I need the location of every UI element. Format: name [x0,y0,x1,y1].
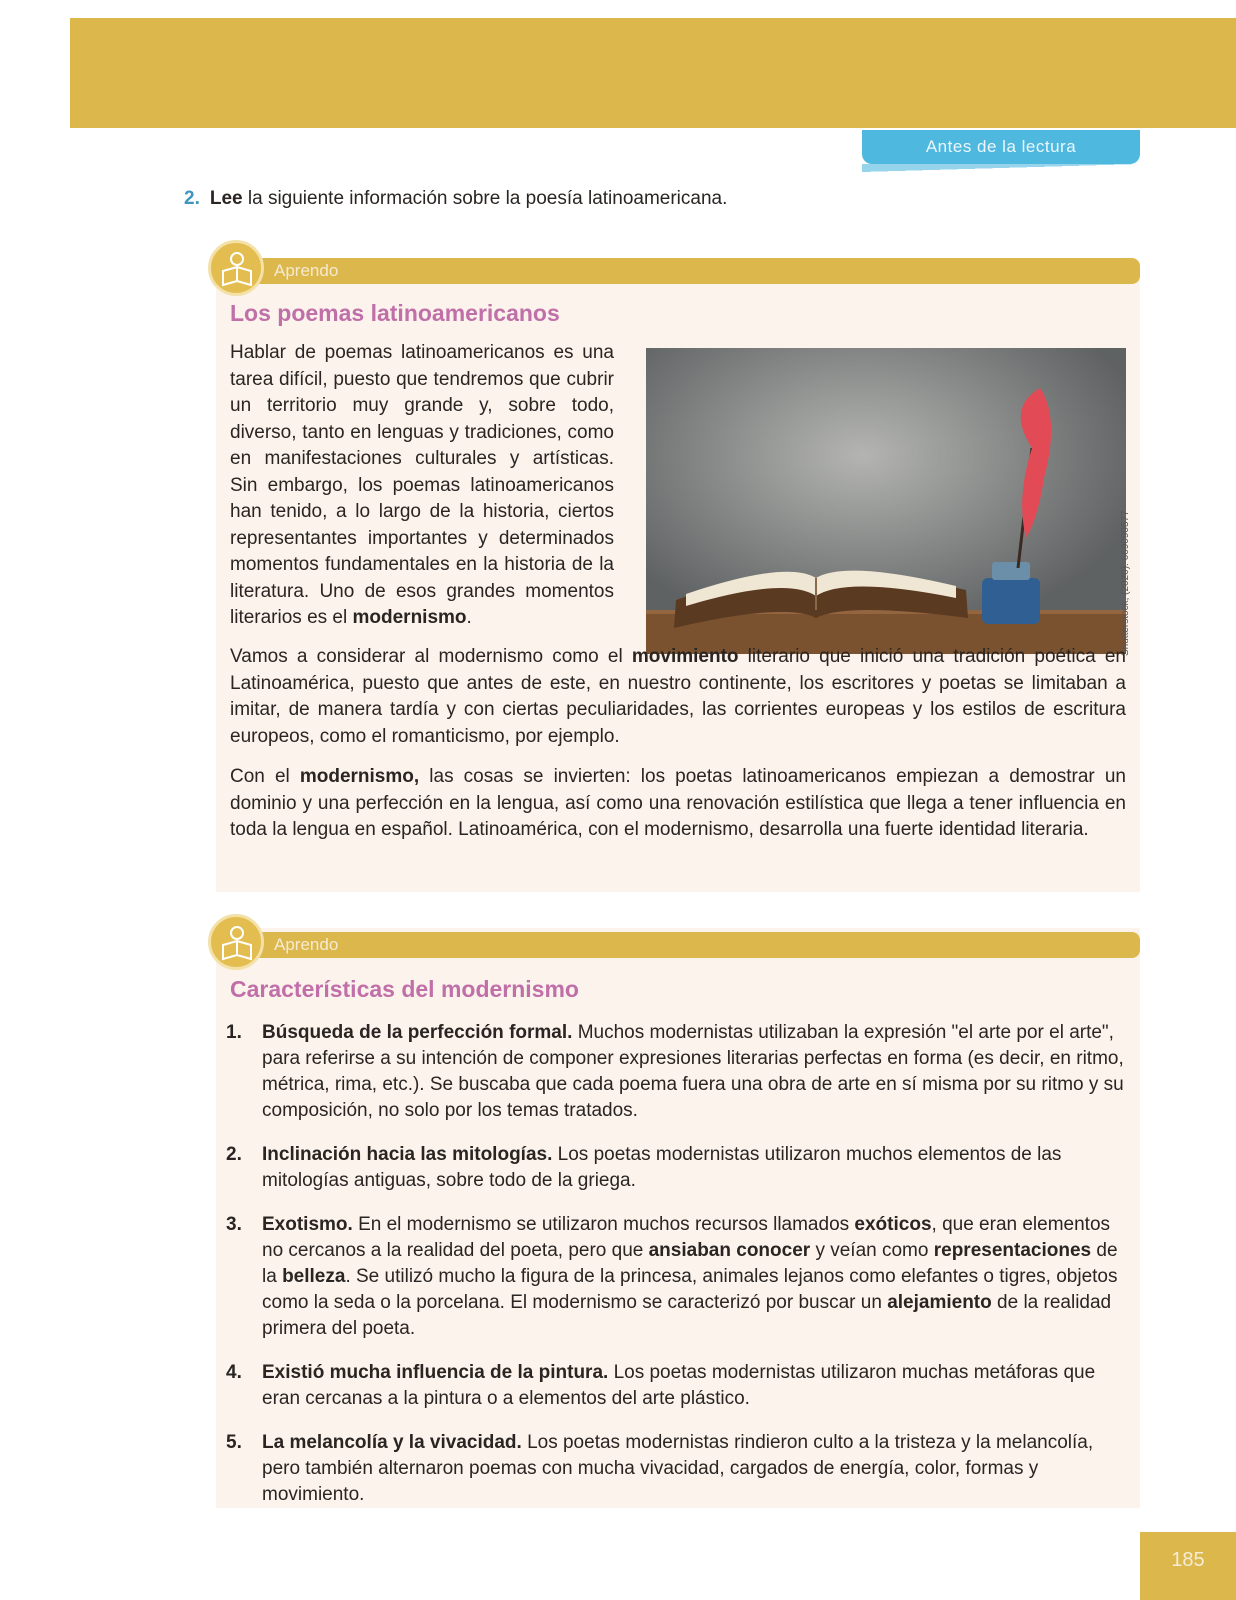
box1-paragraph-3: Con el modernismo, las cosas se invierten: los poetas latinoamericanos empiezan a demostrar un dominio y una perfección en la lengua, así como una renovación estilística que llega a tener influencia en toda la lengua en español. Latinoamérica, con el modernismo, desarrolla una fuerte identidad literaria. [230,766,1126,840]
box1-paragraph-2: Vamos a considerar al modernismo como el movimiento literario que inició una tradición poética en Latinoamérica, puesto que antes de este, en nuestro continente, los escritores y poetas se limitaban a imitar, de manera tardía y con ciertas peculiaridades, las corrientes europeas y los estilos de escritura europeos, como el romanticismo, por ejemplo. [230,646,1127,747]
page-number: 185 [1140,1532,1236,1600]
instruction-text: la siguiente información sobre la poesía latinoamericana. [242,188,728,209]
top-color-band [70,18,1236,128]
reader-icon [208,914,264,970]
aprendo-bar-2: Aprendo [218,932,1140,958]
instruction [184,188,727,210]
section-tab: Antes de la lectura [862,130,1140,164]
box2-title: Características del modernismo [230,976,579,1002]
list-item: 5. La melancolía y la vivacidad. Los poetas modernistas rindieron culto a la tristeza y la melancolía, pero también alternaron poemas con mucha vivacidad, cargados de energía, color, formas y movimiento. [226,1432,1094,1505]
characteristics-list [226,1020,1130,1526]
book-and-quill-photo [646,348,1126,654]
box1-intro-paragraph: Hablar de poemas latinoamericanos es una tarea difícil, puesto que tendremos que cubrir un territorio muy grande y, sobre todo, diverso, tanto en lenguas y tradiciones, como en manifestaciones culturales y artísticas. Sin embargo, los poemas latinoamericanos han tenido, a lo largo de la historia, ciertos representantes importantes y determinados momentos fundamentales en la historia de la literatura. Uno de esos grandes momentos literarios es el modernismo. [230,342,614,628]
list-item: 2. Inclinación hacia las mitologías. Los poetas modernistas utilizaron muchos elementos de las mitologías antiguas, sobre todo de la griega. [226,1144,1062,1191]
list-item: 4. Existió mucha influencia de la pintura. Los poetas modernistas utilizaron muchas metáforas que eran cercanas a la pintura o a elementos del arte plástico. [226,1362,1096,1409]
list-item: 3. Exotismo. En el modernismo se utilizaron muchos recursos llamados exóticos, que eran elementos no cercanos a la realidad del poeta, pero que ansiaban conocer y veían como representaciones de la belleza. Se utilizó mucho la figura de la princesa, animales lejanos como elefantes o tigres, objetos como la seda o la porcelana. El modernismo se caracterizó por buscar un alejamiento de la realidad primera del poeta. [226,1214,1118,1339]
image-credit: Shutterstock, (2020). 669090577 [1120,510,1131,656]
list-item: 1. Búsqueda de la perfección formal. Muchos modernistas utilizaban la expresión "el arte por el arte", para referirse a su intención de componer expresiones literarias perfectas en forma (es decir, en ritmo, métrica, rima, etc.). Se buscaba que cada poema fuera una obra de arte en sí misma por su ritmo y su composición, no solo por los temas tratados. [226,1022,1124,1121]
instruction-verb: Lee [209,188,243,209]
reader-icon [208,240,264,296]
aprendo-bar-1: Aprendo [218,258,1140,284]
box1-title: Los poemas latinoamericanos [230,300,560,326]
instruction-number: 2. [184,188,200,209]
